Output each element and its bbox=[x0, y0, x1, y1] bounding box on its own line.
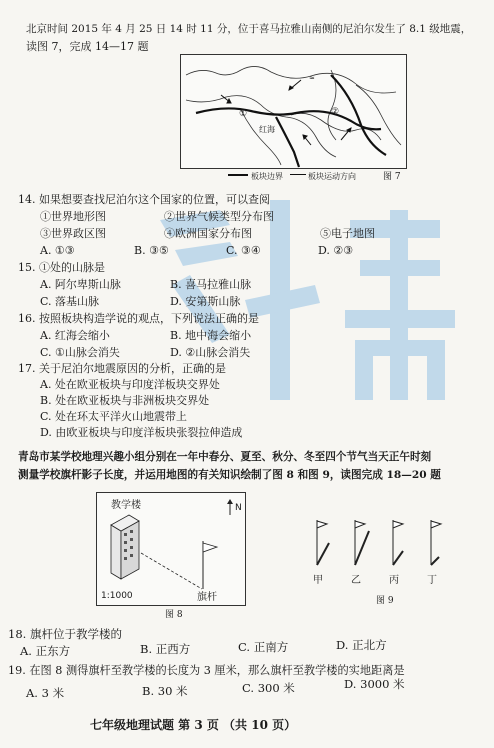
q18-option-b[interactable]: B. 正西方 bbox=[140, 642, 191, 656]
scale-label: 1:1000 bbox=[101, 591, 133, 601]
q18-stem: 18. 旗杆位于教学楼的 bbox=[8, 627, 122, 641]
q14-option-d[interactable]: D. ②③ bbox=[318, 244, 354, 257]
q19-option-c[interactable]: C. 300 米 bbox=[242, 681, 295, 695]
q18-option-a[interactable]: A. 正东方 bbox=[20, 644, 71, 658]
figure-8-caption: 图 8 bbox=[165, 610, 183, 620]
svg-text:≈: ≈ bbox=[309, 74, 315, 82]
figure-8-map bbox=[96, 492, 246, 606]
figure-9-caption: 图 9 bbox=[376, 596, 394, 606]
q19-option-b[interactable]: B. 30 米 bbox=[142, 684, 188, 698]
boundary-legend-line bbox=[228, 174, 248, 176]
q19-stem: 19. 在图 8 测得旗杆至教学楼的长度为 3 厘米，那么旗杆至教学楼的实地距离是 bbox=[8, 664, 405, 677]
q19-option-d[interactable]: D. 3000 米 bbox=[344, 677, 405, 691]
passage-line-1: 青岛市某学校地理兴趣小组分别在一年中春分、夏至、秋分、冬至四个节气当天正午时刻 bbox=[18, 451, 432, 463]
motion-legend-arrow bbox=[290, 174, 306, 175]
intro-line-1: 北京时间 2015 年 4 月 25 日 14 时 11 分，位于喜马拉雅山南侧的尼泊尔发生了 8.1 级地震， bbox=[26, 23, 472, 35]
north-label: N bbox=[235, 503, 242, 513]
q19-option-a[interactable]: A. 3 米 bbox=[26, 686, 65, 700]
q14-item-1: ①世界地形图 bbox=[40, 210, 106, 223]
marker-1-label: ① bbox=[239, 109, 248, 119]
q15-option-a[interactable]: A. 阿尔卑斯山脉 bbox=[40, 278, 121, 291]
intro-line-2: 读图 7，完成 14—17 题 bbox=[26, 40, 149, 53]
q14-item-2: ②世界气候类型分布图 bbox=[164, 210, 274, 223]
q17-option-a[interactable]: A. 处在欧亚板块与印度洋板块交界处 bbox=[40, 378, 220, 391]
q15-stem: 15. ①处的山脉是 bbox=[18, 261, 105, 274]
q15-option-b[interactable]: B. 喜马拉雅山脉 bbox=[170, 278, 252, 291]
q17-option-b[interactable]: B. 处在欧亚板块与非洲板块交界处 bbox=[40, 394, 210, 407]
q15-option-c[interactable]: C. 落基山脉 bbox=[40, 295, 100, 308]
fig9-label-jia: 甲 bbox=[313, 575, 323, 586]
figure-7-caption: 图 7 bbox=[383, 172, 401, 182]
building-label: 教学楼 bbox=[111, 500, 141, 511]
q14-item-5: ⑤电子地图 bbox=[320, 227, 375, 240]
fig9-label-bing: 丙 bbox=[389, 575, 399, 586]
q16-option-a[interactable]: A. 红海会缩小 bbox=[40, 329, 110, 342]
q16-option-b[interactable]: B. 地中海会缩小 bbox=[170, 329, 252, 342]
q14-option-a[interactable]: A. ①③ bbox=[40, 244, 75, 257]
q14-item-3: ③世界政区图 bbox=[40, 227, 106, 240]
q14-stem: 14. 如果想要查找尼泊尔这个国家的位置，可以查阅 bbox=[18, 193, 270, 206]
legend-boundary-label: 板块边界 bbox=[251, 172, 283, 181]
q16-option-d[interactable]: D. ②山脉会消失 bbox=[170, 346, 251, 359]
fig9-label-ding: 丁 bbox=[427, 575, 437, 586]
q15-option-d[interactable]: D. 安第斯山脉 bbox=[170, 295, 241, 308]
q17-option-d[interactable]: D. 由欧亚板块与印度洋板块张裂拉伸造成 bbox=[40, 426, 243, 439]
marker-2-label: ② bbox=[331, 107, 340, 117]
q14-option-b[interactable]: B. ③⑤ bbox=[134, 244, 169, 257]
q18-option-c[interactable]: C. 正南方 bbox=[238, 640, 289, 654]
q14-item-4: ④欧洲国家分布图 bbox=[164, 227, 252, 240]
q16-option-c[interactable]: C. ①山脉会消失 bbox=[40, 346, 120, 359]
plate-map bbox=[181, 55, 406, 168]
passage-line-2: 测量学校旗杆影子长度，并运用地图的有关知识绘制了图 8 和图 9，读图完成 18—20 题 bbox=[18, 469, 441, 481]
q18-option-d[interactable]: D. 正北方 bbox=[336, 638, 387, 652]
fig9-label-yi: 乙 bbox=[351, 575, 361, 586]
red-sea-label: 红海 bbox=[259, 125, 275, 134]
figure-7-map bbox=[180, 54, 407, 169]
q17-option-c[interactable]: C. 处在环太平洋火山地震带上 bbox=[40, 410, 188, 423]
flagpole-label: 旗杆 bbox=[197, 592, 217, 603]
q17-stem: 17. 关于尼泊尔地震原因的分析，正确的是 bbox=[18, 362, 226, 375]
q14-option-c[interactable]: C. ③④ bbox=[226, 244, 261, 257]
q16-stem: 16. 按照板块构造学说的观点，下列说法正确的是 bbox=[18, 312, 259, 325]
figure-9-shadows bbox=[305, 515, 455, 575]
page-footer: 七年级地理试题 第 3 页 （共 10 页） bbox=[90, 718, 297, 732]
legend-motion-label: 板块运动方向 bbox=[308, 172, 356, 181]
